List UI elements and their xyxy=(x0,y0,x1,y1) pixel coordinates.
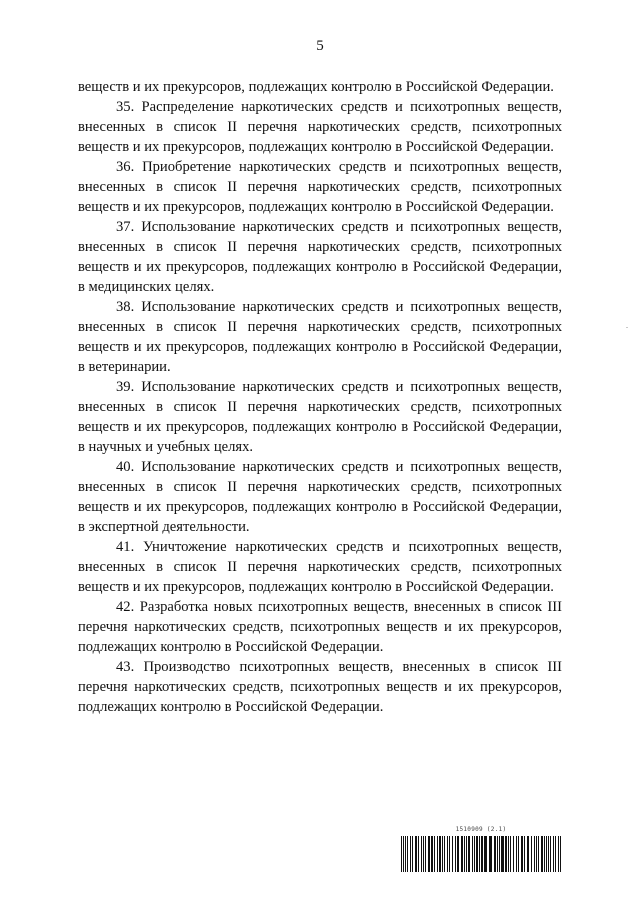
barcode-bar xyxy=(474,836,475,872)
document-barcode xyxy=(401,826,561,872)
barcode-bar xyxy=(455,836,456,872)
barcode-code-text: 1510909 (2.1) xyxy=(455,826,507,833)
barcode-bar xyxy=(541,836,543,872)
barcode-bar xyxy=(428,836,430,872)
barcode-bar xyxy=(513,836,514,872)
barcode-bar xyxy=(476,836,478,872)
barcode-bar xyxy=(452,836,453,872)
barcode-bar xyxy=(466,836,467,872)
barcode-bar xyxy=(555,836,556,872)
barcode-bar xyxy=(437,836,438,872)
paragraph-item-40: 40. Использование наркотических средств и психотропных веществ, внесенных в список II перечня наркотических средств, психотропных веществ и их прекурсоров, подлежащих контролю в Российской Федерации, в экспертной деятельности. xyxy=(78,459,562,535)
barcode-bar xyxy=(449,836,450,872)
barcode-bar xyxy=(499,836,500,872)
barcode-bar xyxy=(481,836,483,872)
barcode-bar xyxy=(508,836,509,872)
barcode-bar xyxy=(468,836,470,872)
barcode-bar xyxy=(505,836,507,872)
barcode-bar xyxy=(516,836,517,872)
barcode-bar xyxy=(518,836,519,872)
page-number: 5 xyxy=(316,38,324,54)
barcode-bar xyxy=(527,836,529,872)
barcode-bar xyxy=(423,836,424,872)
barcode-bar xyxy=(550,836,551,872)
barcode-bar xyxy=(531,836,532,872)
barcode-bar xyxy=(484,836,487,872)
paragraph-continuation: веществ и их прекурсоров, подлежащих контролю в Российской Федерации. xyxy=(78,79,554,95)
barcode-bar xyxy=(425,836,426,872)
barcode-bar xyxy=(489,836,492,872)
barcode-bar xyxy=(534,836,535,872)
barcode-bar xyxy=(461,836,463,872)
barcode-bar xyxy=(544,836,545,872)
barcode-bar xyxy=(407,836,408,872)
barcode-bar xyxy=(479,836,480,872)
barcode-bar xyxy=(410,836,411,872)
barcode-bar xyxy=(560,836,561,872)
barcode-bar xyxy=(521,836,523,872)
barcode-bar xyxy=(412,836,413,872)
paragraph-item-41: 41. Уничтожение наркотических средств и психотропных веществ, внесенных в список II перечня наркотических средств, психотропных веществ и их прекурсоров, подлежащих контролю в Российской Федерации. xyxy=(78,539,562,595)
barcode-bar xyxy=(434,836,435,872)
barcode-bar xyxy=(447,836,448,872)
barcode-bar xyxy=(524,836,525,872)
paragraph-item-42: 42. Разработка новых психотропных веществ, внесенных в список III перечня наркотических средств, психотропных веществ и их прекурсоров, подлежащих контролю в Российской Федерации. xyxy=(78,599,562,655)
barcode-bar xyxy=(405,836,406,872)
paragraph-item-38: 38. Использование наркотических средств и психотропных веществ, внесенных в список II перечня наркотических средств, психотропных веществ и их прекурсоров, подлежащих контролю в Российской Федерации, в ветеринарии. xyxy=(78,299,562,375)
barcode-bar xyxy=(536,836,537,872)
paragraph-item-36: 36. Приобретение наркотических средств и психотропных веществ, внесенных в список II перечня наркотических средств, психотропных веществ и их прекурсоров, подлежащих контролю в Российской Федерации. xyxy=(78,159,562,215)
barcode-bar xyxy=(457,836,459,872)
barcode-bar xyxy=(546,836,547,872)
scan-speck xyxy=(626,327,628,328)
barcode-bar xyxy=(553,836,554,872)
barcode-bar xyxy=(472,836,473,872)
barcode-bar xyxy=(497,836,498,872)
paragraph-item-43: 43. Производство психотропных веществ, внесенных в список III перечня наркотических средств, психотропных веществ и их прекурсоров, подлежащих контролю в Российской Федерации. xyxy=(78,659,562,715)
barcode-bar xyxy=(558,836,559,872)
paragraph-item-39: 39. Использование наркотических средств и психотропных веществ, внесенных в список II перечня наркотических средств, психотропных веществ и их прекурсоров, подлежащих контролю в Российской Федерации, в научных и учебных целях. xyxy=(78,379,562,455)
barcode-bar xyxy=(439,836,441,872)
barcode-bar xyxy=(510,836,511,872)
barcode-bar xyxy=(421,836,422,872)
barcode-bar xyxy=(431,836,433,872)
paragraph-item-35: 35. Распределение наркотических средств и психотропных веществ, внесенных в список II перечня наркотических средств, психотропных веществ и их прекурсоров, подлежащих контролю в Российской Федерации. xyxy=(78,99,562,155)
barcode-icon xyxy=(401,836,561,872)
barcode-bar xyxy=(501,836,504,872)
paragraph-item-37: 37. Использование наркотических средств и психотропных веществ, внесенных в список II перечня наркотических средств, психотропных веществ и их прекурсоров, подлежащих контролю в Российской Федерации, в медицинских целях. xyxy=(78,219,562,295)
barcode-bar xyxy=(548,836,549,872)
barcode-bar xyxy=(418,836,419,872)
barcode-bar xyxy=(403,836,404,872)
barcode-bar xyxy=(464,836,465,872)
document-body xyxy=(78,77,562,717)
barcode-bar xyxy=(494,836,496,872)
barcode-bar xyxy=(538,836,539,872)
barcode-bar xyxy=(442,836,443,872)
barcode-bar xyxy=(444,836,445,872)
barcode-bar xyxy=(415,836,417,872)
barcode-bar xyxy=(401,836,402,872)
